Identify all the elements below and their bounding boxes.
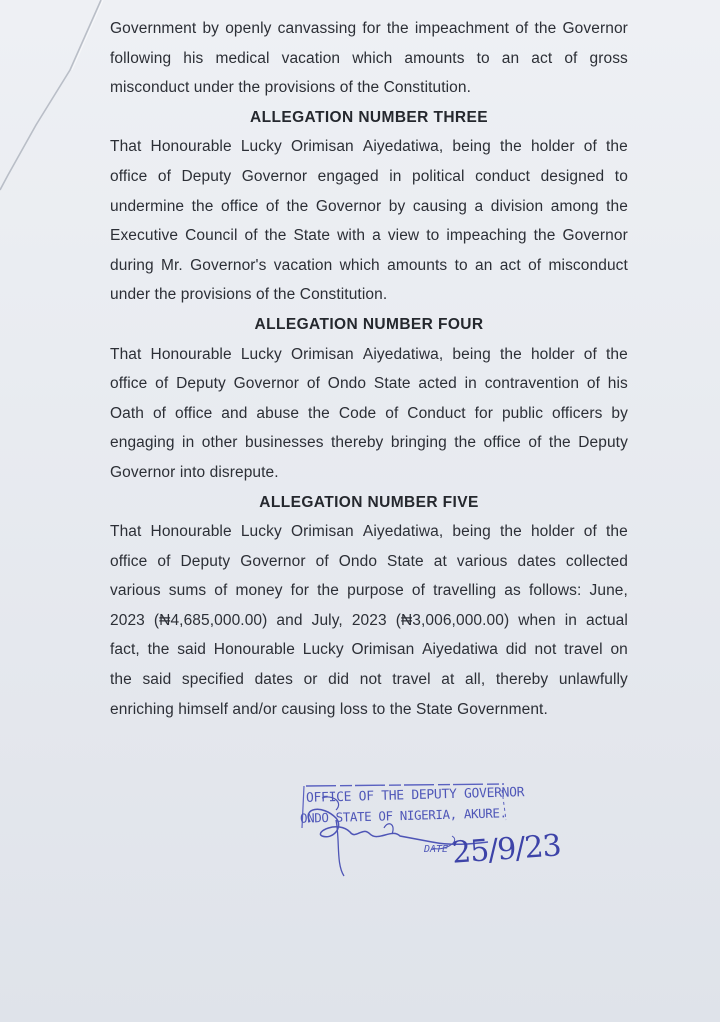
- text-line: Governor into disrepute.: [110, 463, 279, 481]
- section-heading: ALLEGATION NUMBER FIVE: [259, 493, 479, 511]
- text-line: during Mr. Governor's vacation which amounts to an act of misconduct: [110, 256, 628, 274]
- text-line: misconduct under the provisions of the Constitution.: [110, 79, 472, 97]
- stamp-date-handwritten: 25/9/23: [450, 828, 562, 871]
- text-line: office of Deputy Governor of Ondo State at various dates collected: [110, 552, 628, 570]
- stamp-date-label: DATE: [424, 844, 449, 855]
- section-heading: ALLEGATION NUMBER THREE: [250, 108, 488, 126]
- text-line: fact, the said Honourable Lucky Orimisan Aiyedatiwa did not travel on: [110, 641, 628, 659]
- text-line: That Honourable Lucky Orimisan Aiyedatiwa, being the holder of the: [110, 138, 628, 156]
- text-line: Executive Council of the State with a view to impeaching the Governor: [110, 227, 628, 245]
- stamp-line-office: OFFICE OF THE DEPUTY GOVERNOR: [305, 785, 525, 806]
- section-heading: ALLEGATION NUMBER FOUR: [254, 315, 484, 333]
- text-line: engaging in other businesses thereby bringing the office of the Deputy: [110, 434, 628, 452]
- official-stamp: [292, 780, 562, 880]
- text-line: under the provisions of the Constitution.: [110, 286, 388, 304]
- text-line: That Honourable Lucky Orimisan Aiyedatiwa, being the holder of the: [110, 345, 628, 363]
- text-line: various sums of money for the purpose of travelling as follows: June,: [110, 582, 628, 600]
- text-line: following his medical vacation which amounts to an act of gross: [110, 49, 628, 67]
- text-line: 2023 (₦4,685,000.00) and July, 2023 (₦3,006,000.00) when in actual: [110, 611, 628, 629]
- text-line: undermine the office of the Governor by causing a division among the: [110, 197, 628, 215]
- stamp-line-state: ONDO STATE OF NIGERIA, AKURE.: [299, 805, 507, 826]
- text-line: That Honourable Lucky Orimisan Aiyedatiwa, being the holder of the: [110, 523, 628, 541]
- text-line: the said specified dates or did not travel at all, thereby unlawfully: [110, 671, 628, 689]
- text-line: enriching himself and/or causing loss to the State Government.: [110, 700, 548, 718]
- text-line: office of Deputy Governor of Ondo State acted in contravention of his: [110, 375, 628, 393]
- text-line: office of Deputy Governor engaged in political conduct designed to: [110, 167, 628, 185]
- document-body: [110, 14, 628, 724]
- text-line: Government by openly canvassing for the impeachment of the Governor: [110, 20, 628, 37]
- text-line: Oath of office and abuse the Code of Conduct for public officers by: [110, 404, 628, 422]
